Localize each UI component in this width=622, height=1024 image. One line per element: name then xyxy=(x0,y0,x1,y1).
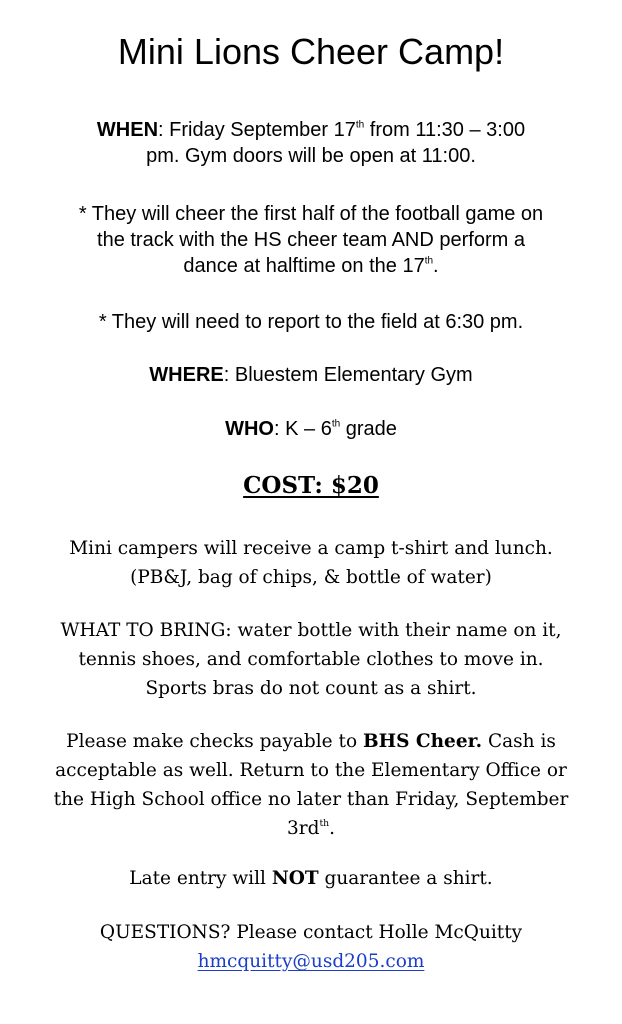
late-entry-section xyxy=(0,864,622,893)
who-section xyxy=(0,416,622,442)
note1-line-1: * They will cheer the first half of the football game on xyxy=(78,203,544,225)
note2-line: * They will need to report to the field at 6:30 pm. xyxy=(98,311,524,333)
checks-payee: BHS Cheer. xyxy=(362,731,483,752)
who-label: WHO xyxy=(225,418,274,440)
bring-line-2: tennis shoes, and comfortable clothes to move in. xyxy=(78,649,544,670)
note1-halftime: dance at halftime on the 17 xyxy=(183,255,425,277)
note1-period: . xyxy=(433,255,439,277)
where-section xyxy=(0,362,622,388)
bring-line-3: Sports bras do not count as a shirt. xyxy=(145,678,477,699)
cost-section xyxy=(0,472,622,499)
checks-line-1 xyxy=(0,727,622,756)
checks-line-4 xyxy=(0,814,622,843)
flyer-title: Mini Lions Cheer Camp! xyxy=(117,31,505,72)
note-first-half xyxy=(0,201,622,279)
checks-line-3: the High School office no later than Friday, September xyxy=(53,789,569,810)
who-suffix: th xyxy=(331,418,341,430)
note1-line-2: the track with the HS cheer team AND perform a xyxy=(97,229,525,251)
what-to-bring-section xyxy=(0,616,622,703)
campers-line-1: Mini campers will receive a camp t-shirt and lunch. xyxy=(69,538,553,559)
checks-period: . xyxy=(329,818,336,839)
when-section xyxy=(0,117,622,169)
late-not: NOT xyxy=(271,868,319,889)
who-grade: grade xyxy=(340,418,397,440)
when-time: from 11:30 – 3:00 xyxy=(364,119,526,141)
checks-line-2: acceptable as well. Return to the Elementary Office or xyxy=(55,760,567,781)
who-value: : K – 6 xyxy=(274,418,332,440)
when-date: : Friday September 17 xyxy=(158,119,356,141)
note1-suffix: th xyxy=(424,255,434,267)
where-value: : Bluestem Elementary Gym xyxy=(223,364,473,386)
checks-payable: Please make checks payable to xyxy=(66,731,363,752)
contact-section xyxy=(0,918,622,976)
checks-date-suffix: th xyxy=(319,818,330,830)
note-report-time xyxy=(0,309,622,335)
note1-line-3 xyxy=(0,253,622,279)
email-link[interactable]: hmcquitty@usd205.com xyxy=(197,951,425,972)
when-label: WHEN xyxy=(96,119,159,141)
campers-section xyxy=(0,534,622,592)
cost-heading: COST: $20 xyxy=(243,472,379,499)
when-line-2: pm. Gym doors will be open at 11:00. xyxy=(146,145,476,167)
checks-date: 3rd xyxy=(286,818,320,839)
when-date-suffix: th xyxy=(355,119,365,131)
bring-line-1: WHAT TO BRING: water bottle with their name on it, xyxy=(60,620,562,641)
questions-line: QUESTIONS? Please contact Holle McQuitty xyxy=(99,922,523,943)
when-line-1 xyxy=(0,117,622,143)
late-rest: guarantee a shirt. xyxy=(318,868,493,889)
where-label: WHERE xyxy=(149,364,224,386)
late-text: Late entry will xyxy=(129,868,272,889)
payment-section xyxy=(0,727,622,843)
campers-line-2: (PB&J, bag of chips, & bottle of water) xyxy=(130,567,492,588)
checks-cash: Cash is xyxy=(482,731,556,752)
